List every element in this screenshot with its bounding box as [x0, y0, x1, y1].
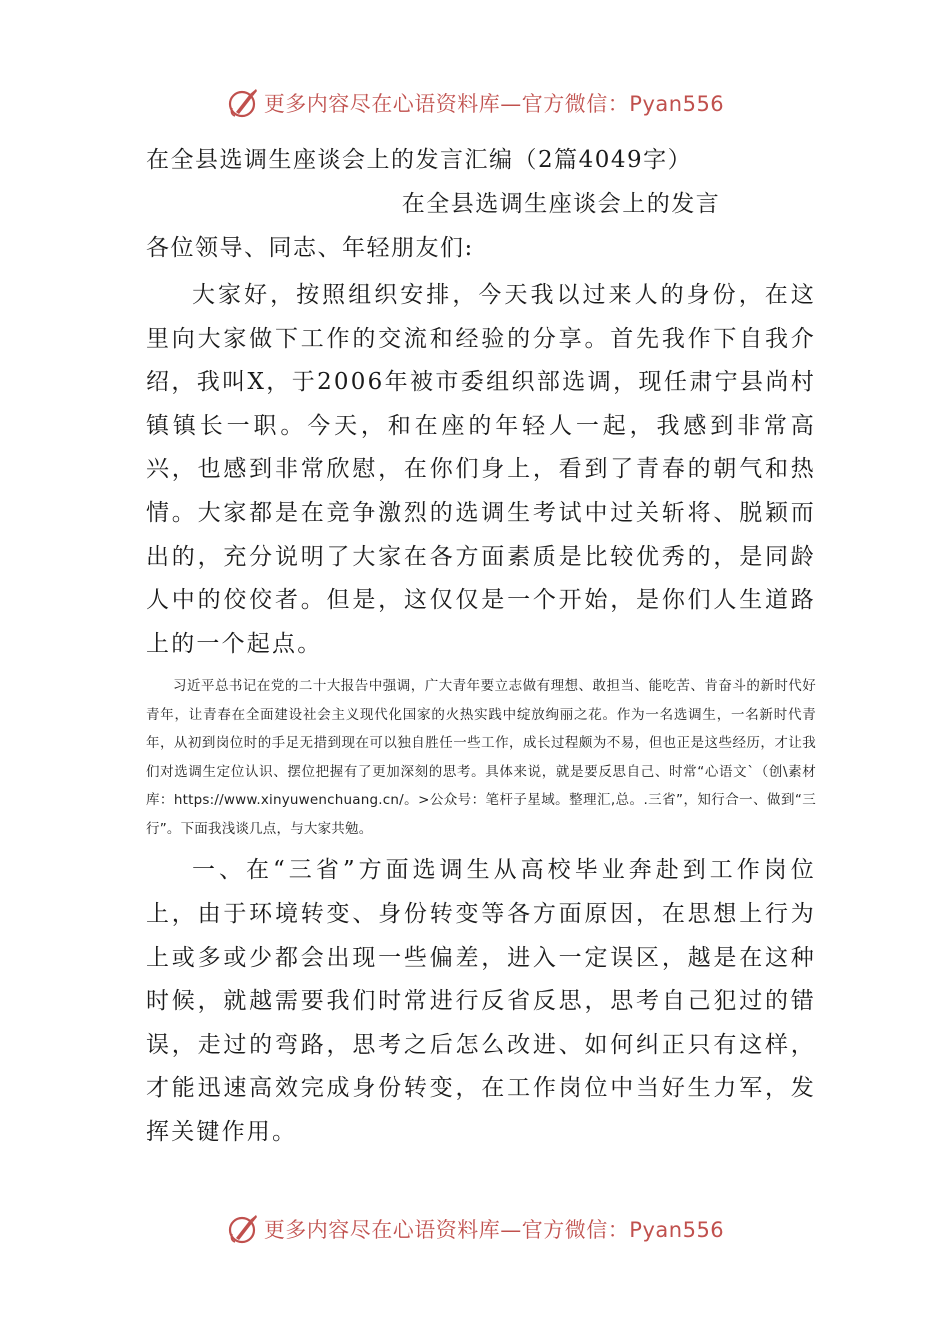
paragraph-intro: 大家好，按照组织安排，今天我以过来人的身份，在这里向大家做下工作的交流和经验的分享。首先我作下自我介绍，我叫X，于2006年被市委组织部选调，现任肃宁县尚村镇镇长一职。今天，和在座的年轻人一起，我感到非常高兴，也感到非常欣慰，在你们身上，看到了青春的朝气和热情。大家都是在竞争激烈的选调生考试中过关斩将、脱颖而出的，充分说明了大家在各方面素质是比较优秀的，是同龄人中的佼佼者。但是，这仅仅是一个开始，是你们人生道路上的一个起点。 — [146, 282, 816, 657]
footer-watermark — [0, 1209, 950, 1249]
paragraph-quote: 习近平总书记在党的二十大报告中强调，广大青年要立志做有理想、敢担当、能吃苦、肯奋斗的新时代好青年，让青春在全面建设社会主义现代化国家的火热实践中绽放绚丽之花。作为一名选调生，一名新时代青年，从初到岗位时的手足无措到现在可以独自胜任一些工作，成长过程颇为不易，但也正是这些经历，才让我们对选调生定位认识、摆位把握有了更加深刻的思考。具体来说，就是要反思自己、时常“心语文`（创\素材库：https://www.xinyuwenchuang.cn/。>公众号：笔杆子星域。整理汇,总。.三省”，知行合一、做到“三行”。下面我浅谈几点，与大家共勉。 — [146, 678, 816, 837]
watermark-text: 更多内容尽在心语资料库—官方微信：Pyan556 — [263, 1218, 725, 1242]
pen-quill-circle-icon — [226, 1212, 260, 1246]
header-watermark — [0, 83, 950, 123]
pen-quill-circle-icon — [226, 86, 260, 120]
paragraph-section-one: 一、在“三省”方面选调生从高校毕业奔赴到工作岗位上，由于环境转变、身份转变等各方面原因，在思想上行为上或多或少都会出现一些偏差，进入一定误区，越是在这种时候，就越需要我们时常进行反省反思，思考自己犯过的错误，走过的弯路，思考之后怎么改进、如何纠正只有这样，才能迅速高效完成身份转变，在工作岗位中当好生力军，发挥关键作用。 — [146, 857, 816, 1145]
watermark-text: 更多内容尽在心语资料库—官方微信：Pyan556 — [263, 92, 725, 116]
salutation: 各位领导、同志、年轻朋友们: — [146, 235, 474, 261]
speech-title: 在全县选调生座谈会上的发言 — [401, 191, 721, 217]
document-body — [146, 140, 816, 1155]
document-title: 在全县选调生座谈会上的发言汇编（2篇4049字） — [146, 147, 693, 173]
